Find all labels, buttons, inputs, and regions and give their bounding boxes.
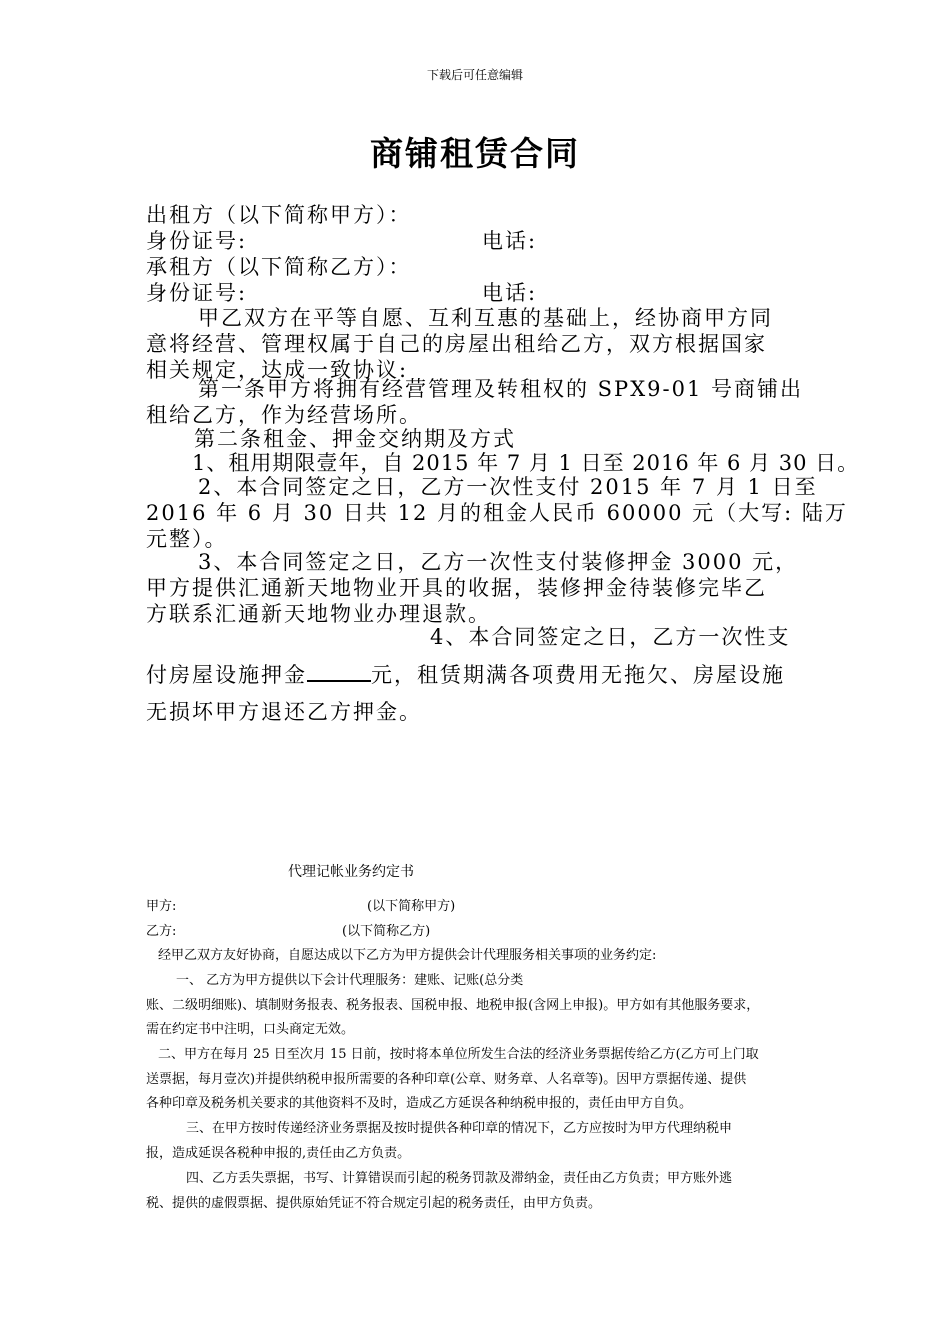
party-b-line: [146, 924, 826, 940]
agreement-title: 代理记帐业务约定书: [288, 864, 414, 880]
item4-line-1: 4、本合同签定之日，乙方一次性支: [430, 625, 791, 649]
lessor-line: 出租方（以下简称甲方）：: [146, 203, 412, 227]
item4-line-2: [146, 662, 826, 688]
lessor-id-line: [146, 228, 826, 254]
item4-line-3: 无损坏甲方退还乙方押金。: [146, 700, 422, 724]
item2-line-2: 2016 年 6 月 30 日共 12 月的租金人民币 60000 元（大写: 陆万: [146, 501, 848, 525]
lessee-id-label: 身份证号:: [146, 281, 248, 305]
clause3-line-1: 三、在甲方按时传递经济业务票据及按时提供各种印章的情况下，乙方应按时为甲方代理纳税申: [186, 1121, 733, 1136]
intro-line-1: 甲乙双方在平等自愿、互利互惠的基础上，经协商甲方同: [198, 306, 773, 330]
clause2-line-3: 各种印章及税务机关要求的其他资料不及时，造成乙方延误各种纳税申报的，责任由甲方自负。: [146, 1096, 693, 1111]
lessee-line: 承租方（以下简称乙方）：: [146, 255, 412, 279]
contract-title: 商铺租赁合同: [370, 134, 580, 173]
clause4-line-2: 税、提供的虚假票据、提供原始凭证不符合规定引起的税务责任，由甲方负责。: [146, 1196, 602, 1211]
clause1-line-1: 一、 乙方为甲方提供以下会计代理服务：建账、记账(总分类: [176, 973, 524, 988]
item2-line-1: 2、本合同签定之日，乙方一次性支付 2015 年 7 月 1 日至: [198, 475, 818, 499]
article2-title: 第二条租金、押金交纳期及方式: [194, 427, 516, 451]
clause2-line-1: 二、甲方在每月 25 日至次月 15 日前，按时将本单位所发生合法的经济业务票据传给乙方(乙方可上门取: [158, 1047, 759, 1062]
clause4-line-1: 四、乙方丢失票据，书写、计算错误而引起的税务罚款及滞纳金，责任由乙方负责；甲方账外逃: [186, 1171, 733, 1186]
clause1-line-2: 账、二级明细账)、填制财务报表、税务报表、国税申报、地税申报(含网上申报)。甲方如有其他服务要求，: [146, 998, 760, 1013]
clause2-line-2: 送票据，每月壹次)并提供纳税申报所需要的各种印章(公章、财务章、人名章等)。因甲方票据传递、提供: [146, 1072, 747, 1087]
party-b-note: (以下简称乙方): [342, 924, 431, 939]
item3-line-3: 方联系汇通新天地物业办理退款。: [146, 602, 491, 626]
lessee-phone-label: 电话:: [482, 281, 538, 305]
article1-line-1: 第一条甲方将拥有经营管理及转租权的 SPX9-01 号商铺出: [198, 377, 803, 401]
item4-line-2-end: 元，租赁期满各项费用无拖欠、房屋设施: [371, 663, 785, 687]
lessee-id-line: [146, 280, 826, 306]
item1-line: 1、租用期限壹年，自 2015 年 7 月 1 日至 2016 年 6 月 30 日。: [192, 451, 860, 475]
article1-line-2: 租给乙方，作为经营场所。: [146, 403, 422, 427]
agreement-intro: 经甲乙双方友好协商，自愿达成以下乙方为甲方提供会计代理服务相关事项的业务约定:: [158, 948, 657, 963]
page-header-note: 下载后可任意编辑: [426, 68, 523, 82]
intro-line-3: 相关规定，达成一致协议:: [146, 358, 409, 382]
party-a-label: 甲方:: [146, 899, 177, 914]
lessor-phone-label: 电话:: [482, 229, 538, 253]
deposit-amount-blank: [307, 662, 371, 682]
item2-line-3: 元整）。: [146, 527, 228, 551]
lessor-id-label: 身份证号:: [146, 229, 248, 253]
clause1-line-3: 需在约定书中注明，口头商定无效。: [146, 1022, 355, 1037]
item4-line-2-start: 付房屋设施押金: [146, 663, 307, 687]
party-b-label: 乙方:: [146, 924, 177, 939]
clause3-line-2: 报，造成延误各税种申报的,责任由乙方负责。: [146, 1146, 411, 1161]
party-a-line: [146, 899, 826, 915]
item3-line-1: 3、本合同签定之日，乙方一次性支付装修押金 3000 元，: [198, 550, 799, 574]
party-a-note: (以下简称甲方): [367, 899, 456, 914]
item3-line-2: 甲方提供汇通新天地物业开具的收据，装修押金待装修完毕乙: [146, 576, 767, 600]
intro-line-2: 意将经营、管理权属于自己的房屋出租给乙方，双方根据国家: [146, 332, 767, 356]
